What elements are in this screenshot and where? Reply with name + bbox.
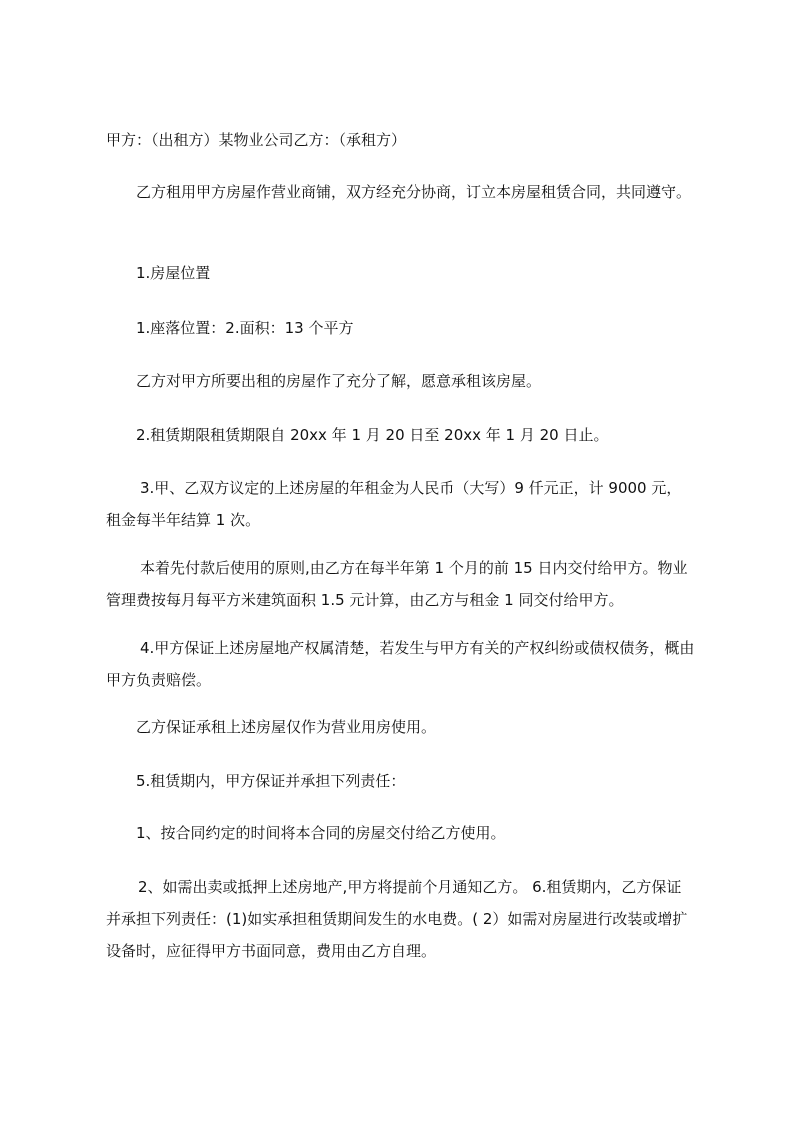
property-rights-clause: 4.甲方保证上述房屋地产权属清楚，若发生与甲方有关的产权纠纷或债权债务，概由甲方负责赔偿。 — [106, 639, 695, 689]
intro-paragraph: 乙方租用甲方房屋作营业商铺，双方经充分协商，订立本房屋租赁合同，共同遵守。 — [136, 183, 692, 201]
lessor-duty-1: 1、按合同约定的时间将本合同的房屋交付给乙方使用。 — [136, 824, 506, 842]
rent-clause: 3.甲、乙双方议定的上述房屋的年租金为人民币（大写）9 仟元正，计 9000 元，租金每半年结算 1 次。 — [106, 479, 682, 529]
lease-term-clause: 2.租赁期限租赁期限自 20xx 年 1 月 20 日至 20xx 年 1 月 20 日止。 — [136, 426, 609, 444]
lessor-duties-heading: 5.租赁期内，甲方保证并承担下列责任： — [136, 772, 406, 790]
understanding-clause: 乙方对甲方所要出租的房屋作了充分了解，愿意承租该房屋。 — [136, 372, 542, 390]
party-header: 甲方：（出租方）某物业公司乙方：（承租方） — [106, 131, 407, 149]
location-area-line: 1.座落位置：2.面积：13 个平方 — [136, 319, 354, 337]
lessor-duty-2-and-lessee-duties: 2、如需出卖或抵押上述房地产,甲方将提前个月通知乙方。 6.租赁期内，乙方保证并承担下列责任：(1)如实承担租赁期间发生的水电费。( 2）如需对房屋进行改装或增扩设备时，应征得甲方书面同意，费用由乙方自理。 — [106, 878, 688, 960]
usage-clause: 乙方保证承租上述房屋仅作为营业用房使用。 — [136, 718, 437, 736]
payment-clause: 本着先付款后使用的原则,由乙方在每半年第 1 个月的前 15 日内交付给甲方。物业管理费按每月每平方米建筑面积 1.5 元计算，由乙方与租金 1 同交付给甲方。 — [106, 559, 688, 609]
section-heading-location: 1.房屋位置 — [136, 264, 211, 282]
